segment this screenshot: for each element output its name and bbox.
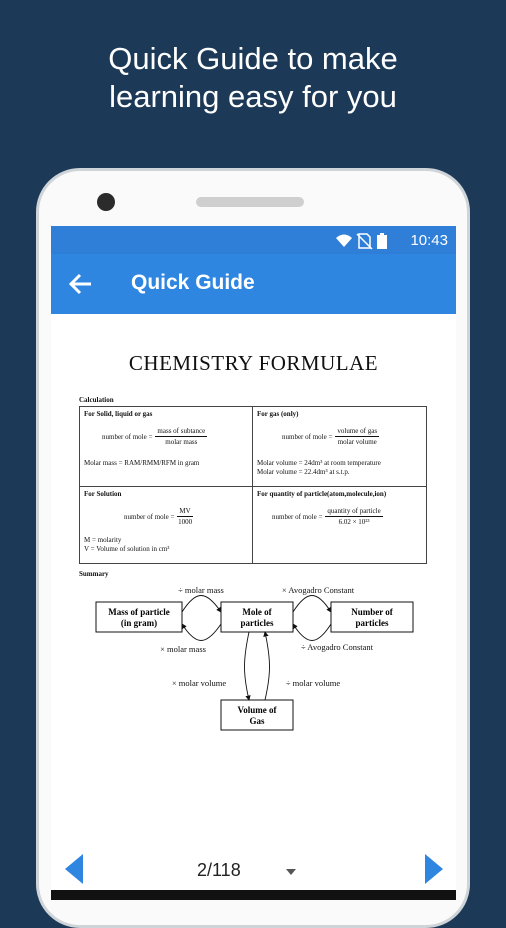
label-divide-molar-mass: ÷ molar mass (178, 585, 224, 595)
solution-note-2: V = Volume of solution in cm³ (84, 545, 170, 553)
arrow-mass-to-mole (182, 596, 221, 613)
arrow-mole-to-number (293, 596, 331, 613)
triangle-right-icon (425, 854, 443, 884)
arrow-number-to-mole (293, 624, 331, 641)
formula-table (79, 406, 427, 564)
box-mass-line-2: (in gram) (120, 618, 158, 628)
headline-line-2: learning easy for you (109, 79, 397, 114)
no-sim-icon (357, 234, 372, 249)
particles-formula-numerator: quantity of particle (327, 507, 381, 515)
box-volume-line-1: Volume of (237, 705, 277, 715)
particles-heading: For quantity of particle(atom,molecule,ion) (257, 490, 387, 498)
box-volume-of-gas (221, 700, 293, 730)
box-volume-line-2: Gas (249, 716, 265, 726)
summary-label: Summary (79, 570, 109, 578)
solid-heading: For Solid, liquid or gas (84, 410, 153, 418)
battery-icon (377, 233, 387, 249)
label-divide-molar-volume: ÷ molar volume (285, 678, 341, 688)
previous-page-button[interactable] (63, 853, 85, 885)
particles-formula-lhs: number of mole = (272, 512, 323, 521)
solid-formula-denominator: molar mass (165, 438, 198, 446)
headline-line-1: Quick Guide to make (108, 41, 398, 76)
gas-formula-numerator: volume of gas (337, 427, 378, 435)
solid-formula (102, 427, 207, 446)
arrow-mole-to-volume (245, 632, 250, 700)
solution-formula-lhs: number of mole = (124, 512, 175, 521)
app-toolbar (51, 254, 456, 314)
gas-note-2: Molar volume = 22.4dm³ at s.t.p. (257, 468, 350, 476)
box-number-line-2: particles (355, 618, 389, 628)
gas-note-1: Molar volume = 24dm³ at room temperature (257, 459, 381, 467)
toolbar-title: Quick Guide (131, 271, 255, 294)
solution-formula (124, 507, 193, 526)
box-mole-line-1: Mole of (242, 607, 272, 617)
label-times-avogadro: × Avogadro Constant (281, 585, 355, 595)
box-mole-line-2: particles (240, 618, 274, 628)
box-mass-of-particle (96, 602, 182, 632)
system-bottom-bar (51, 890, 456, 900)
gas-heading: For gas (only) (257, 410, 299, 418)
box-number-of-particles (331, 602, 413, 632)
gas-formula (282, 427, 379, 446)
solid-note: Molar mass = RAM/RMM/RFM in gram (84, 459, 200, 467)
solution-formula-numerator: MV (179, 507, 191, 515)
label-times-molar-mass: × molar mass (160, 644, 206, 654)
wifi-icon (336, 235, 352, 248)
solid-formula-lhs: number of mole = (102, 432, 153, 441)
phone-screen (51, 226, 456, 900)
arrow-mole-to-mass (182, 624, 221, 641)
gas-formula-lhs: number of mole = (282, 432, 333, 441)
chevron-down-icon[interactable] (285, 868, 297, 876)
triangle-left-icon (65, 854, 83, 884)
solid-formula-numerator: mass of subtance (157, 427, 206, 435)
document-page[interactable] (51, 314, 456, 844)
mole-summary-diagram (51, 582, 456, 792)
table-divider-horizontal (80, 486, 426, 487)
box-number-line-1: Number of (351, 607, 393, 617)
arrow-volume-to-mole (265, 632, 270, 700)
next-page-button[interactable] (423, 853, 445, 885)
phone-camera (97, 193, 115, 211)
solution-note-1: M = molarity (84, 536, 122, 544)
arrow-left-icon[interactable] (65, 270, 95, 298)
phone-speaker (196, 197, 304, 207)
label-times-molar-volume: × molar volume (171, 678, 227, 688)
status-time: 10:43 (410, 232, 448, 249)
page-indicator[interactable]: 2/118 (197, 860, 241, 880)
box-mole-of-particles (221, 602, 293, 632)
promo-headline (0, 40, 506, 116)
document-title: CHEMISTRY FORMULAE (128, 351, 379, 375)
status-bar (51, 226, 456, 254)
box-mass-line-1: Mass of particle (108, 607, 170, 617)
status-icons (334, 232, 396, 250)
table-divider-vertical (252, 407, 253, 563)
gas-formula-denominator: molar volume (337, 438, 377, 446)
solution-formula-denominator: 1000 (178, 518, 193, 526)
particles-formula-denominator: 6.02 × 10²³ (338, 518, 370, 526)
label-divide-avogadro: ÷ Avogadro Constant (300, 642, 374, 652)
solution-heading: For Solution (84, 490, 122, 498)
particles-formula (272, 507, 383, 526)
calculation-label: Calculation (79, 396, 114, 404)
